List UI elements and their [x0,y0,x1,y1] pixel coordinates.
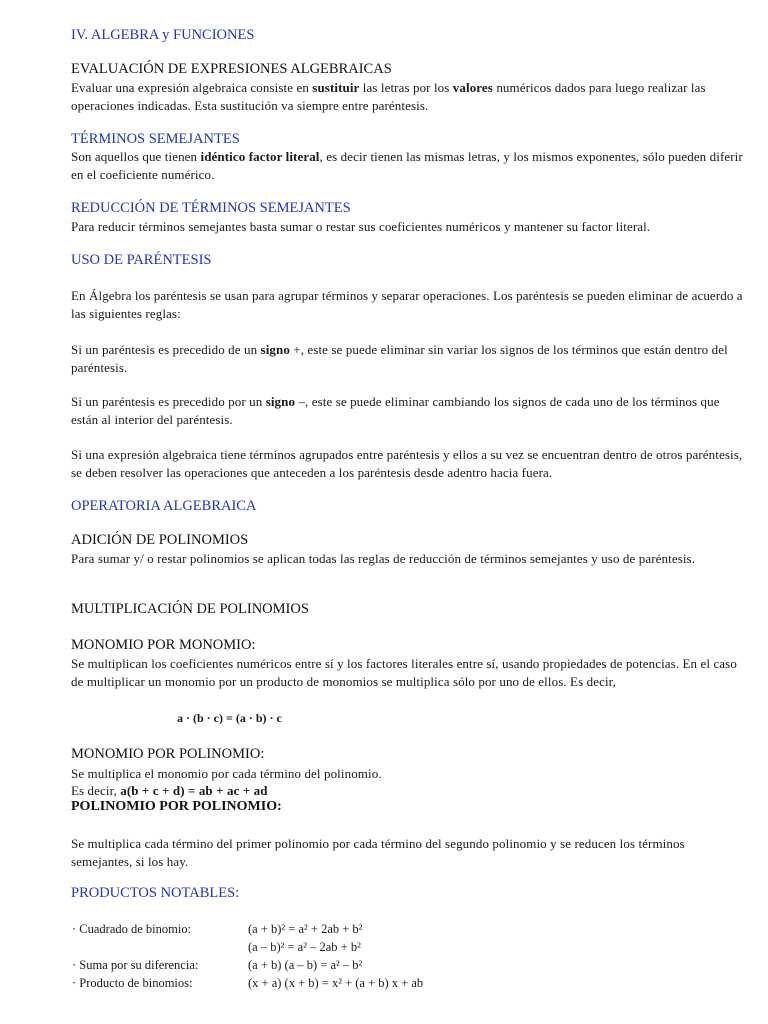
label-suma-por-diferencia: · Suma por su diferencia: [72,958,199,972]
paragraph-parentesis-rule-nested: Si una expresión algebraica tiene términos agrupados entre paréntesis y ellos a su vez se encuentran dentro de otros paréntesis, se deben resolver las operaciones que anteceden a los paréntesis desde adentro hacia fuera. [71,447,743,480]
bold-signo-minus: signo [265,394,296,409]
paragraph-reduccion: Para reducir términos semejantes basta sumar o restar sus coeficientes numéricos y mantener su factor literal. [71,219,651,234]
heading-adicion: ADICIÓN DE POLINOMIOS [71,532,249,548]
expr-suma-por-diferencia: (a + b) (a – b) = a² – b² [248,958,363,972]
paragraph-parentesis-rule-plus: Si un paréntesis es precedido de un signo +, este se puede eliminar sin variar los signos de los términos que están dentro del paréntesis. [71,342,728,375]
heading-monomio-por-polinomio: MONOMIO POR POLINOMIO: [71,746,265,762]
paragraph-terminos-semejantes: Son aquellos que tienen idéntico factor literal, es decir tienen las mismas letras, y los mismos exponentes, sólo pueden diferir en el coeficiente numérico. [71,149,743,182]
paragraph-adicion: Para sumar y/ o restar polinomios se aplican todas las reglas de reducción de términos semejantes y uso de paréntesis. [71,551,696,566]
heading-operatoria: OPERATORIA ALGEBRAICA [71,498,257,514]
expr-cuadrado-binomio-resta: (a – b)² = a² – 2ab + b² [248,940,361,954]
producto-notable-row [0,958,768,976]
section-title-algebra: IV. ALGEBRA y FUNCIONES [71,27,255,43]
heading-productos-notables: PRODUCTOS NOTABLES: [71,885,240,901]
heading-evaluacion: EVALUACIÓN DE EXPRESIONES ALGEBRAICAS [71,61,392,77]
producto-notable-row [0,922,768,940]
heading-polinomio-por-polinomio: POLINOMIO POR POLINOMIO: [71,799,282,814]
producto-notable-row [0,940,768,958]
producto-notable-row [0,976,768,994]
paragraph-parentesis-intro: En Álgebra los paréntesis se usan para agrupar términos y separar operaciones. Los paréntesis se pueden eliminar de acuerdo a las siguientes reglas: [71,288,743,321]
expr-cuadrado-binomio-suma: (a + b)² = a² + 2ab + b² [248,922,363,936]
bold-identico-factor-literal: idéntico factor literal [200,149,320,164]
label-cuadrado-binomio: · Cuadrado de binomio: [72,922,192,936]
formula-distributiva: a(b + c + d) = ab + ac + ad [120,783,268,798]
label-producto-binomios: · Producto de binomios: [72,976,193,990]
paragraph-es-decir: Es decir, a(b + c + d) = ab + ac + ad [71,783,268,798]
bold-sustituir: sustituir [312,80,360,95]
heading-monomio-por-monomio: MONOMIO POR MONOMIO: [71,637,256,653]
heading-multiplicacion: MULTIPLICACIÓN DE POLINOMIOS [71,601,309,617]
paragraph-monomio-por-polinomio: Se multiplica el monomio por cada término del polinomio. [71,766,382,781]
paragraph-evaluacion: Evaluar una expresión algebraica consiste en sustituir las letras por los valores numéricos dados para luego realizar las operaciones indicadas. Esta sustitución va siempre entre paréntesis. [71,80,706,113]
bold-signo-plus: signo [260,342,290,357]
formula-asociativa: a · (b · c) = (a · b) · c [177,711,282,725]
paragraph-monomio-por-monomio: Se multiplican los coeficientes numéricos entre sí y los factores literales entre sí, usando propiedades de potencias. En el caso de multiplicar un monomio por un producto de monomios se multiplica sólo por uno de ellos. Es decir, [71,656,737,689]
paragraph-parentesis-rule-minus: Si un paréntesis es precedido por un signo –, este se puede eliminar cambiando los signos de cada uno de los términos que están al interior del paréntesis. [71,394,720,427]
heading-uso-parentesis: USO DE PARÉNTESIS [71,252,212,268]
heading-reduccion: REDUCCIÓN DE TÉRMINOS SEMEJANTES [71,200,351,216]
heading-terminos-semejantes: TÉRMINOS SEMEJANTES [71,131,240,147]
expr-producto-binomios: (x + a) (x + b) = x² + (a + b) x + ab [248,976,424,990]
paragraph-polinomio-por-polinomio: Se multiplica cada término del primer polinomio por cada término del segundo polinomio y se reducen los términos semejantes, si los hay. [71,836,685,869]
bold-valores: valores [452,80,493,95]
